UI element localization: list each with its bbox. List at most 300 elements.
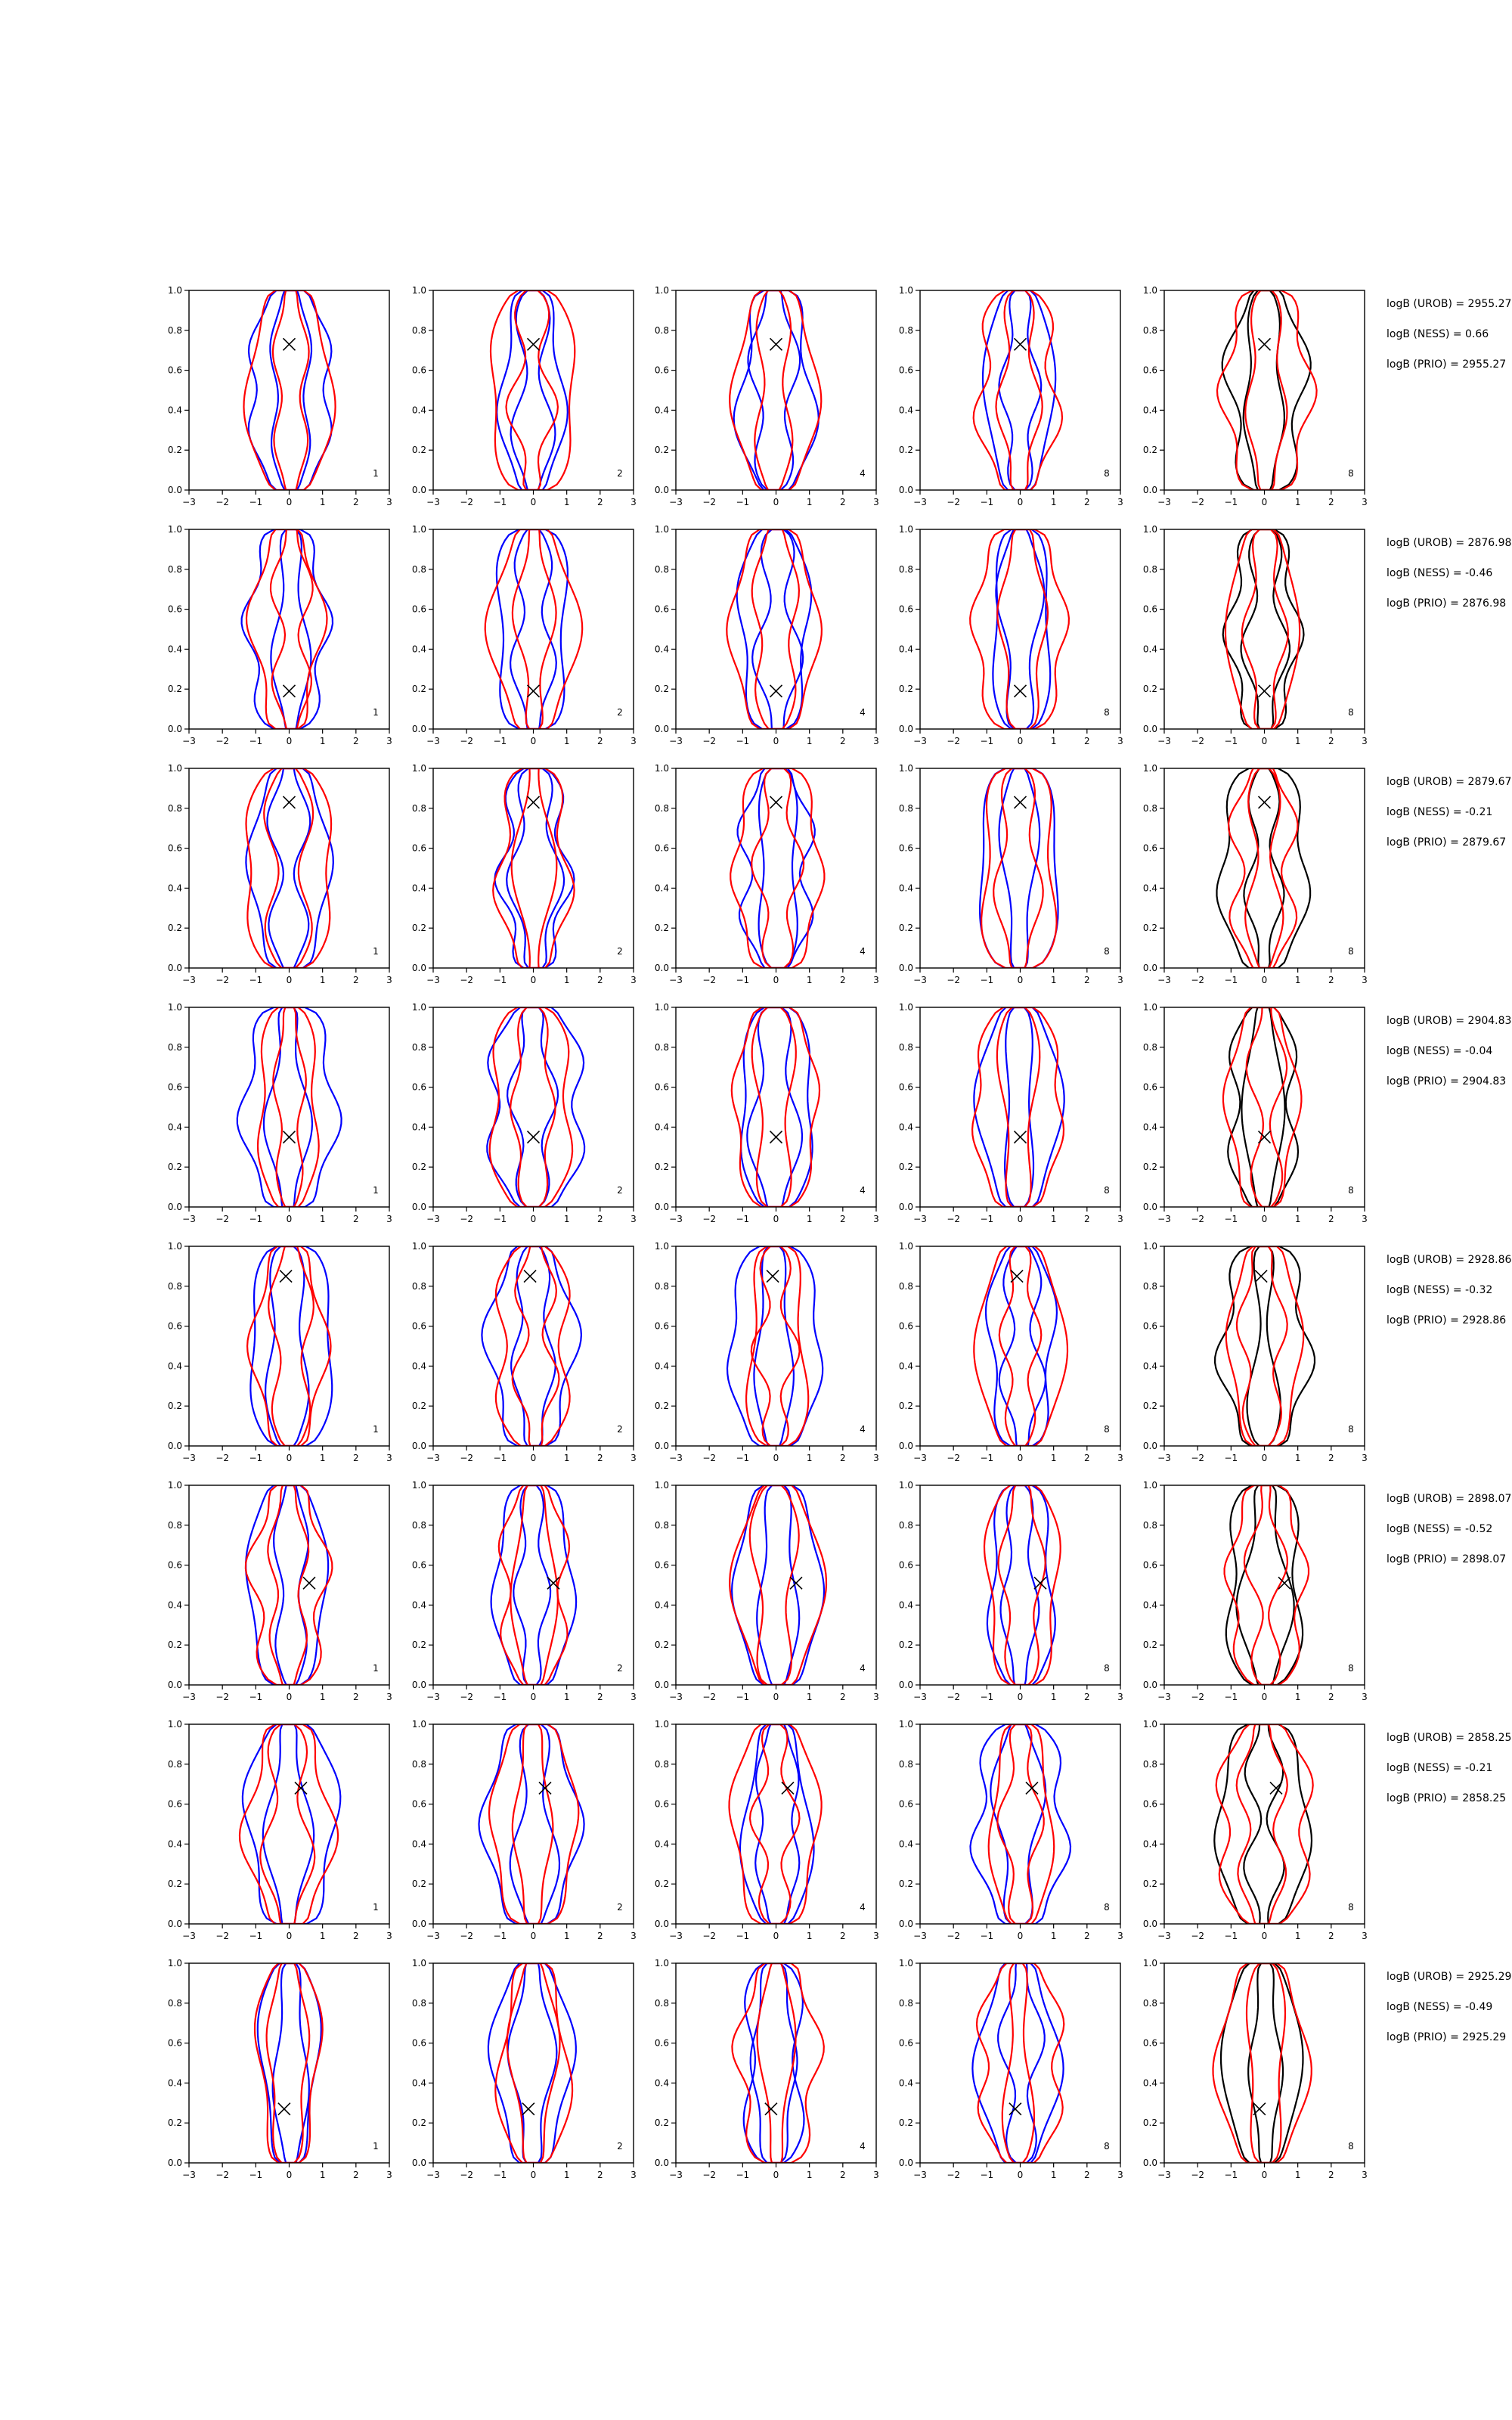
panel-label: 8	[1104, 946, 1110, 957]
y-tick-label: 0.4	[1142, 1838, 1157, 1850]
contour-lines	[237, 1007, 342, 1207]
y-tick-label: 0.2	[898, 1640, 913, 1651]
y-tick-label: 0.6	[411, 2037, 426, 2049]
x-tick-label: −3	[1157, 1453, 1171, 1463]
y-tick-label: 0.6	[1142, 365, 1157, 376]
panel-r5-c5	[1143, 1241, 1368, 1463]
panel-r8-c5	[1143, 1958, 1368, 2180]
contour-blue-level-1	[727, 1246, 823, 1446]
x-tick-label: −3	[426, 2170, 440, 2180]
marker-x	[770, 796, 782, 808]
y-tick-label: 0.4	[898, 1599, 913, 1611]
axes-frame	[676, 1246, 876, 1446]
y-tick-label: 0.8	[654, 324, 669, 336]
axes-frame	[676, 290, 876, 490]
x-tick-label: −1	[1224, 2170, 1238, 2180]
y-tick-label: 0.0	[1142, 963, 1157, 973]
y-tick-label: 1.0	[898, 524, 913, 535]
x-tick-label: −3	[426, 975, 440, 985]
x-tick-label: 2	[1084, 736, 1090, 746]
x-tick-label: 0	[1261, 1214, 1268, 1224]
x-tick-label: 3	[386, 1453, 392, 1463]
panel-label: 2	[617, 1424, 623, 1435]
x-tick-label: −2	[702, 497, 717, 507]
x-tick-label: 3	[1117, 1214, 1123, 1224]
x-tick-label: −2	[947, 1214, 961, 1224]
y-tick-label: 0.6	[167, 1798, 182, 1810]
x-tick-label: 3	[1362, 1931, 1368, 1941]
contour-lines	[1213, 1963, 1312, 2163]
x-tick-label: 0	[530, 497, 537, 507]
contour-lines	[491, 290, 575, 490]
y-tick-label: 0.0	[898, 1919, 913, 1929]
contour-blue-level-2	[754, 1246, 794, 1446]
y-tick-label: 0.4	[1142, 1122, 1157, 1133]
contour-blue-level-1	[487, 1007, 584, 1207]
y-tick-label: 0.6	[1142, 603, 1157, 615]
x-tick-label: 3	[1362, 1692, 1368, 1702]
x-tick-label: 2	[353, 1692, 359, 1702]
marker-x	[278, 2103, 290, 2115]
axes-frame	[189, 1485, 389, 1685]
x-tick-label: −1	[736, 497, 750, 507]
y-tick-label: 0.2	[654, 445, 669, 456]
x-tick-label: 0	[1261, 1931, 1268, 1941]
y-tick-label: 0.4	[1142, 1599, 1157, 1611]
y-tick-label: 0.8	[167, 802, 182, 814]
y-tick-label: 0.8	[898, 1519, 913, 1531]
x-tick-label: 2	[840, 1931, 846, 1941]
contour-red-level-1	[491, 290, 575, 490]
logb-line: logB (PRIO) = 2879.67	[1387, 836, 1507, 849]
x-tick-label: 2	[840, 1453, 846, 1463]
x-tick-label: 0	[773, 1931, 779, 1941]
y-tick-label: 0.2	[1142, 1640, 1157, 1651]
panel-r8-c3	[655, 1958, 879, 2180]
panel-label: 4	[860, 1424, 866, 1435]
x-tick-label: 3	[386, 736, 392, 746]
x-tick-label: 1	[563, 497, 570, 507]
y-tick-label: 0.4	[411, 883, 426, 894]
x-tick-label: 0	[1017, 1692, 1024, 1702]
axes-frame	[920, 290, 1120, 490]
contour-red-level-1	[246, 768, 332, 968]
x-tick-label: 2	[1084, 1453, 1090, 1463]
contour-red-level-1	[1217, 290, 1317, 490]
marker-x	[528, 685, 540, 697]
y-tick-label: 0.0	[654, 1680, 669, 1690]
panel-r1-c2	[412, 285, 637, 507]
marker-x	[1015, 1131, 1027, 1143]
y-tick-label: 0.4	[654, 1838, 669, 1850]
y-tick-label: 0.8	[411, 1041, 426, 1053]
y-tick-label: 0.6	[654, 842, 669, 854]
axes-frame	[1164, 290, 1365, 490]
y-tick-label: 0.6	[654, 1320, 669, 1332]
y-tick-label: 0.8	[898, 802, 913, 814]
panel-r3-c1	[168, 763, 392, 985]
x-tick-label: 0	[1017, 1214, 1024, 1224]
marker-x	[1015, 796, 1027, 808]
y-tick-label: 0.8	[654, 563, 669, 575]
axes-frame	[676, 1724, 876, 1924]
y-tick-label: 0.0	[898, 1202, 913, 1212]
y-tick-label: 1.0	[1142, 763, 1157, 774]
axes-frame	[433, 1485, 634, 1685]
y-tick-label: 0.2	[167, 1640, 182, 1651]
marker-x	[522, 2103, 534, 2115]
marker-x	[790, 1577, 802, 1589]
logb-annotation-row-1	[1387, 298, 1512, 389]
x-tick-label: 1	[1050, 497, 1057, 507]
y-tick-label: 1.0	[411, 285, 426, 296]
y-tick-label: 1.0	[1142, 524, 1157, 535]
logb-line: logB (UROB) = 2928.86	[1387, 1254, 1512, 1266]
y-tick-label: 0.8	[1142, 324, 1157, 336]
axes-frame	[433, 529, 634, 729]
contour-red-level-1	[489, 1724, 578, 1924]
x-tick-label: −3	[182, 1692, 196, 1702]
axes-frame	[920, 768, 1120, 968]
panel-r6-c5	[1143, 1480, 1368, 1702]
y-tick-label: 0.2	[411, 1879, 426, 1890]
logb-line: logB (NESS) = -0.04	[1387, 1045, 1493, 1057]
x-tick-label: −3	[182, 736, 196, 746]
y-tick-label: 0.8	[411, 1758, 426, 1770]
logb-line: logB (PRIO) = 2925.29	[1387, 2031, 1507, 2043]
y-tick-label: 0.8	[898, 1997, 913, 2009]
x-tick-label: −2	[215, 1214, 230, 1224]
x-tick-label: 2	[1328, 2170, 1334, 2180]
contour-lines	[1223, 1007, 1301, 1207]
y-tick-label: 0.6	[167, 1559, 182, 1571]
x-tick-label: −2	[1191, 1453, 1205, 1463]
x-tick-label: −1	[980, 1931, 994, 1941]
x-tick-label: 2	[353, 736, 359, 746]
marker-x	[528, 796, 540, 808]
contour-black-level-1	[1228, 1007, 1298, 1207]
panel-label: 1	[373, 1185, 379, 1196]
x-tick-label: 2	[1084, 2170, 1090, 2180]
axes-frame	[1164, 768, 1365, 968]
y-tick-label: 0.0	[411, 1680, 426, 1690]
x-tick-label: 1	[319, 1931, 326, 1941]
contour-red-level-2	[996, 290, 1043, 490]
contour-red-level-1	[730, 1485, 826, 1685]
panel-r2-c1	[168, 524, 392, 746]
marker-x	[1255, 1270, 1267, 1283]
logb-line: logB (NESS) = -0.46	[1387, 567, 1493, 579]
panel-r7-c4	[899, 1719, 1123, 1941]
axes-frame	[433, 768, 634, 968]
x-tick-label: −2	[702, 1931, 717, 1941]
y-tick-label: 0.2	[654, 684, 669, 695]
axes-frame	[676, 1485, 876, 1685]
contour-red-level-2	[260, 1724, 314, 1924]
contour-black-level-2	[1244, 768, 1284, 968]
x-tick-label: −2	[1191, 1692, 1205, 1702]
contour-black-level-2	[1248, 1963, 1283, 2163]
y-tick-label: 0.0	[654, 963, 669, 973]
x-tick-label: −3	[1157, 1931, 1171, 1941]
axes-frame	[189, 768, 389, 968]
y-tick-label: 1.0	[411, 1241, 426, 1252]
contour-lines	[971, 1724, 1071, 1924]
panel-label: 4	[860, 946, 866, 957]
y-tick-label: 0.4	[898, 2077, 913, 2089]
contour-red-level-2	[513, 529, 556, 729]
x-tick-label: 3	[873, 1214, 879, 1224]
x-tick-label: −1	[249, 736, 263, 746]
contour-red-level-1	[977, 1963, 1064, 2163]
marker-x	[1259, 796, 1271, 808]
marker-x	[765, 2103, 777, 2115]
x-tick-label: −2	[460, 736, 474, 746]
panel-label: 8	[1104, 1424, 1110, 1435]
x-tick-label: 3	[873, 975, 879, 985]
contour-red-level-2	[513, 1724, 553, 1924]
y-tick-label: 0.6	[411, 1798, 426, 1810]
x-tick-label: 3	[631, 1214, 637, 1224]
panel-label: 8	[1348, 1663, 1354, 1674]
logb-line: logB (NESS) = -0.49	[1387, 2001, 1493, 2013]
x-tick-label: −2	[1191, 497, 1205, 507]
y-tick-label: 1.0	[654, 285, 669, 296]
contour-red-level-1	[974, 1246, 1067, 1446]
x-tick-label: 0	[1017, 2170, 1024, 2180]
x-tick-label: −3	[913, 1692, 927, 1702]
axes-frame	[920, 1963, 1120, 2163]
y-tick-label: 0.2	[898, 2118, 913, 2129]
x-tick-label: −2	[1191, 1931, 1205, 1941]
y-tick-label: 0.2	[654, 923, 669, 934]
contour-red-level-2	[507, 1963, 560, 2163]
y-tick-label: 0.2	[411, 684, 426, 695]
contour-lines	[1214, 1724, 1312, 1924]
x-tick-label: −3	[669, 1453, 683, 1463]
x-tick-label: −3	[913, 2170, 927, 2180]
axes-frame	[433, 1246, 634, 1446]
y-tick-label: 0.2	[167, 1879, 182, 1890]
contour-red-level-1	[730, 290, 821, 490]
y-tick-label: 0.2	[654, 2118, 669, 2129]
x-tick-label: −2	[1191, 736, 1205, 746]
contour-lines	[730, 768, 824, 968]
x-tick-label: 1	[563, 1931, 570, 1941]
x-tick-label: 3	[873, 497, 879, 507]
contour-blue-level-1	[972, 1963, 1063, 2163]
y-tick-label: 0.2	[167, 1401, 182, 1412]
y-tick-label: 0.2	[898, 684, 913, 695]
axes-frame	[189, 1724, 389, 1924]
contour-red-level-1	[981, 768, 1056, 968]
contour-black-level-1	[1223, 529, 1304, 729]
y-tick-label: 0.8	[654, 1519, 669, 1531]
x-tick-label: 3	[1362, 2170, 1368, 2180]
y-tick-label: 0.4	[898, 883, 913, 894]
x-tick-label: −2	[947, 2170, 961, 2180]
y-tick-label: 0.0	[167, 1441, 182, 1451]
x-tick-label: −3	[913, 736, 927, 746]
y-tick-label: 0.6	[1142, 1559, 1157, 1571]
y-tick-label: 0.6	[1142, 1320, 1157, 1332]
y-tick-label: 0.8	[1142, 1997, 1157, 2009]
logb-line: logB (UROB) = 2898.07	[1387, 1493, 1512, 1505]
contour-blue-level-2	[264, 1007, 312, 1207]
x-tick-label: 1	[319, 1214, 326, 1224]
x-tick-label: 1	[563, 1692, 570, 1702]
y-tick-label: 0.2	[411, 1640, 426, 1651]
logb-line: logB (NESS) = -0.52	[1387, 1523, 1493, 1535]
panel-label: 8	[1348, 1424, 1354, 1435]
x-tick-label: 1	[319, 1453, 326, 1463]
contour-red-level-1	[727, 529, 822, 729]
y-tick-label: 0.0	[167, 1202, 182, 1212]
y-tick-label: 0.8	[167, 1280, 182, 1292]
y-tick-label: 0.0	[898, 724, 913, 734]
y-tick-label: 0.2	[411, 923, 426, 934]
logb-annotation-row-4	[1387, 1015, 1512, 1106]
x-tick-label: −2	[702, 1214, 717, 1224]
x-tick-label: 3	[386, 975, 392, 985]
y-tick-label: 0.4	[1142, 1360, 1157, 1372]
y-tick-label: 0.6	[411, 1559, 426, 1571]
y-tick-label: 0.6	[654, 603, 669, 615]
x-tick-label: 0	[1017, 975, 1024, 985]
panel-r5-c2	[412, 1241, 637, 1463]
y-tick-label: 0.2	[898, 923, 913, 934]
x-tick-label: 3	[631, 1692, 637, 1702]
x-tick-label: 0	[773, 1214, 779, 1224]
x-tick-label: 2	[353, 1931, 359, 1941]
marker-x	[1259, 685, 1271, 697]
x-tick-label: 2	[840, 497, 846, 507]
x-tick-label: 1	[319, 975, 326, 985]
x-tick-label: −1	[1224, 975, 1238, 985]
contour-blue-level-2	[751, 1963, 798, 2163]
x-tick-label: 3	[1117, 975, 1123, 985]
x-tick-label: −3	[913, 1214, 927, 1224]
panel-r5-c1	[168, 1241, 392, 1463]
y-tick-label: 0.8	[654, 802, 669, 814]
panel-r7-c5	[1143, 1719, 1368, 1941]
panel-r2-c2	[412, 524, 637, 746]
panel-label: 2	[617, 946, 623, 957]
panel-r1-c4	[899, 285, 1123, 507]
y-tick-label: 1.0	[654, 1958, 669, 1969]
y-tick-label: 0.6	[411, 365, 426, 376]
x-tick-label: 2	[1328, 1931, 1334, 1941]
y-tick-label: 0.8	[898, 563, 913, 575]
contour-blue-level-2	[755, 1724, 799, 1924]
y-tick-label: 0.2	[654, 1162, 669, 1173]
y-tick-label: 0.2	[167, 684, 182, 695]
contour-blue-level-2	[507, 1007, 558, 1207]
x-tick-label: −2	[947, 1692, 961, 1702]
x-tick-label: 3	[1117, 1453, 1123, 1463]
contour-lines	[491, 1485, 577, 1685]
x-tick-label: −1	[1224, 497, 1238, 507]
y-tick-label: 0.8	[167, 1519, 182, 1531]
contour-lines	[493, 768, 574, 968]
x-tick-label: 0	[286, 1931, 293, 1941]
x-tick-label: −1	[493, 1692, 507, 1702]
axes-frame	[189, 1963, 389, 2163]
y-tick-label: 0.6	[1142, 1798, 1157, 1810]
y-tick-label: 0.2	[167, 445, 182, 456]
x-tick-label: −3	[669, 975, 683, 985]
contour-lines	[1217, 768, 1311, 968]
contour-red-level-1	[974, 290, 1062, 490]
y-tick-label: 0.6	[654, 1081, 669, 1093]
x-tick-label: 0	[773, 1453, 779, 1463]
y-tick-label: 0.6	[898, 1081, 913, 1093]
y-tick-label: 1.0	[898, 1241, 913, 1252]
y-tick-label: 0.0	[898, 1680, 913, 1690]
x-tick-label: 0	[530, 1214, 537, 1224]
axes-frame	[920, 1007, 1120, 1207]
x-tick-label: 0	[286, 736, 293, 746]
contour-blue-level-1	[237, 1007, 342, 1207]
contour-lines	[730, 290, 821, 490]
contour-blue-level-1	[980, 768, 1058, 968]
contour-lines	[255, 1963, 323, 2163]
x-tick-label: −2	[702, 975, 717, 985]
x-tick-label: 0	[286, 1214, 293, 1224]
x-tick-label: −1	[980, 975, 994, 985]
y-tick-label: 0.8	[411, 563, 426, 575]
contour-blue-level-1	[993, 529, 1050, 729]
y-tick-label: 0.0	[1142, 1202, 1157, 1212]
x-tick-label: −3	[1157, 2170, 1171, 2180]
x-tick-label: 0	[773, 1692, 779, 1702]
x-tick-label: 0	[1017, 736, 1024, 746]
contour-lines	[727, 1246, 823, 1446]
y-tick-label: 0.8	[411, 324, 426, 336]
axes-frame	[676, 768, 876, 968]
contour-lines	[246, 768, 333, 968]
panel-r1-c3	[655, 285, 879, 507]
x-tick-label: −1	[736, 1692, 750, 1702]
y-tick-label: 1.0	[411, 1958, 426, 1969]
panel-label: 2	[617, 2141, 623, 2152]
contour-black-level-2	[1237, 1485, 1294, 1685]
y-tick-label: 0.2	[1142, 1162, 1157, 1173]
x-tick-label: 2	[1084, 975, 1090, 985]
x-tick-label: −3	[1157, 1214, 1171, 1224]
y-tick-label: 0.8	[1142, 563, 1157, 575]
panel-r7-c3	[655, 1719, 879, 1941]
y-tick-label: 0.2	[1142, 923, 1157, 934]
panel-r6-c3	[655, 1480, 879, 1702]
x-tick-label: −1	[980, 736, 994, 746]
x-tick-label: −1	[493, 497, 507, 507]
x-tick-label: −1	[249, 497, 263, 507]
x-tick-label: 3	[1117, 1931, 1123, 1941]
panel-r4-c5	[1143, 1002, 1368, 1224]
x-tick-label: −1	[1224, 1692, 1238, 1702]
axes-frame	[189, 529, 389, 729]
y-tick-label: 0.0	[898, 485, 913, 495]
x-tick-label: −2	[702, 2170, 717, 2180]
contour-blue-level-1	[986, 1246, 1057, 1446]
contour-blue-level-1	[732, 1485, 824, 1685]
y-tick-label: 0.6	[654, 365, 669, 376]
x-tick-label: −1	[980, 1214, 994, 1224]
x-tick-label: −2	[215, 1931, 230, 1941]
y-tick-label: 0.6	[411, 842, 426, 854]
y-tick-label: 0.8	[898, 324, 913, 336]
